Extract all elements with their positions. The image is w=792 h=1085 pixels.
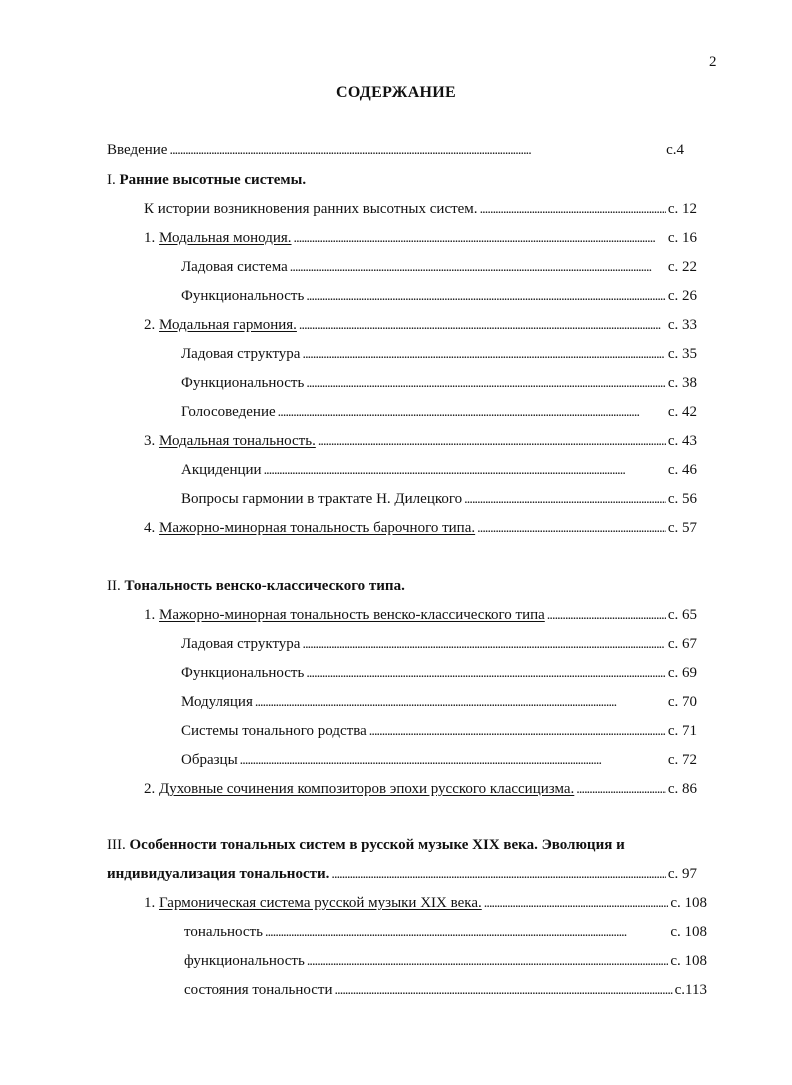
part-number: I. (107, 172, 116, 188)
toc-entry-page: с. 35 (667, 346, 697, 362)
toc-entry-page: с. 86 (667, 781, 697, 797)
toc-entry-intro (107, 140, 684, 161)
toc-entry-page: с. 56 (667, 491, 697, 507)
dot-leader (306, 373, 666, 394)
part-title: Особенности тональных систем в русской музыке XIX века. Эволюция и (129, 837, 625, 853)
toc-entry-label: Вопросы гармонии в трактате Н. Дилецкого (181, 491, 463, 507)
toc-entry-functionality-1 (181, 286, 697, 307)
toc-entry-functionality-4 (184, 951, 707, 972)
toc-entry-page: с. 38 (667, 375, 697, 391)
toc-entry-label: Функциональность (181, 665, 305, 681)
toc-entry-modal-monody (144, 228, 697, 249)
toc-entry-modal-system (181, 257, 697, 278)
toc-entry-page: с. 12 (667, 201, 697, 217)
toc-entry-page: с. 46 (667, 462, 697, 478)
toc-entry-page: с. 108 (670, 895, 707, 911)
dot-leader (576, 779, 666, 800)
section-number: 3. (144, 433, 156, 449)
toc-entry-label: К истории возникновения ранних высотных систем. (144, 201, 478, 217)
toc-entry-page: с. 43 (667, 433, 697, 449)
toc-part-heading-3-cont (107, 864, 697, 885)
dot-leader (302, 344, 665, 365)
toc-entry-page: с. 16 (667, 230, 697, 246)
toc-entry-label: Ладовая система (181, 259, 288, 275)
toc-entry-tonality (184, 922, 707, 943)
section-title: Модальная тональность. (159, 433, 316, 449)
toc-entry-page: с. 65 (667, 607, 697, 623)
dot-leader (331, 864, 665, 885)
toc-entry-russian-harmony (144, 893, 707, 914)
toc-entry-label: Системы тонального родства (181, 723, 367, 739)
page-number: 2 (709, 54, 717, 70)
dot-leader (169, 140, 664, 161)
part-number: III. (107, 837, 126, 853)
dot-leader (306, 663, 666, 684)
dot-leader (265, 922, 668, 943)
toc-entry-label: Функциональность (181, 375, 305, 391)
part-number: II. (107, 578, 121, 594)
section-title: Мажорно-минорная тональность барочного типа. (159, 520, 476, 536)
dot-leader (307, 951, 669, 972)
section-title: Модальная гармония. (159, 317, 297, 333)
dot-leader (369, 721, 666, 742)
toc-entry-page: с. 57 (667, 520, 697, 536)
toc-part-heading-1 (107, 170, 306, 190)
dot-leader (299, 315, 666, 336)
toc-entry-page: с.113 (674, 982, 707, 998)
section-number: 1. (144, 607, 156, 623)
toc-entry-modal-structure-2 (181, 634, 697, 655)
toc-entry-page: с. 33 (667, 317, 697, 333)
toc-entry-functionality-2 (181, 373, 697, 394)
toc-entry-history (144, 199, 697, 220)
toc-entry-modulation (181, 692, 697, 713)
part-title: Ранние высотные системы. (119, 172, 307, 188)
toc-entry-label: состояния тональности (184, 982, 333, 998)
toc-entry-page: с. 67 (667, 636, 697, 652)
toc-entry-accidentals (181, 460, 697, 481)
dot-leader (464, 489, 666, 510)
dot-leader (547, 605, 666, 626)
toc-entry-label: Акциденции (181, 462, 262, 478)
section-number: 2. (144, 317, 156, 333)
toc-part-heading-2 (107, 576, 405, 596)
dot-leader (477, 518, 666, 539)
toc-entry-page: с. 69 (667, 665, 697, 681)
section-title: Модальная монодия. (159, 230, 292, 246)
dot-leader (264, 460, 666, 481)
section-title: Духовные сочинения композиторов эпохи русского классицизма. (159, 781, 575, 797)
toc-entry-page: с. 108 (670, 924, 707, 940)
toc-entry-tonal-kinship (181, 721, 697, 742)
toc-part-heading-3 (107, 835, 625, 855)
toc-entry-modal-tonality (144, 431, 697, 452)
dot-leader (306, 286, 666, 307)
dot-leader (480, 199, 666, 220)
toc-entry-baroque-tonality (144, 518, 697, 539)
toc-entry-page: с. 97 (667, 866, 697, 882)
dot-leader (302, 634, 665, 655)
toc-entry-label: Модуляция (181, 694, 253, 710)
dot-leader (240, 750, 666, 771)
toc-entry-tonality-states (184, 980, 707, 1001)
toc-entry-label: Образцы (181, 752, 238, 768)
toc-entry-page: с.4 (666, 142, 684, 158)
toc-entry-page: с. 72 (667, 752, 697, 768)
section-title: Мажорно-минорная тональность венско-классического типа (159, 607, 545, 623)
dot-leader (335, 980, 673, 1001)
page-title: СОДЕРЖАНИЕ (335, 84, 457, 101)
dot-leader (318, 431, 666, 452)
toc-entry-page: с. 108 (670, 953, 707, 969)
toc-entry-label: Ладовая структура (181, 636, 301, 652)
toc-entry-page: с. 71 (667, 723, 697, 739)
toc-entry-label: Введение (107, 142, 168, 158)
dot-leader (255, 692, 666, 713)
dot-leader (484, 893, 669, 914)
toc-entry-page: с. 26 (667, 288, 697, 304)
toc-entry-voice-leading (181, 402, 697, 423)
toc-entry-label: Голосоведение (181, 404, 276, 420)
section-number: 1. (144, 895, 156, 911)
part-title-continued: индивидуализация тональности. (107, 866, 330, 882)
section-number: 1. (144, 230, 156, 246)
toc-entry-diletsky (181, 489, 697, 510)
toc-entry-examples (181, 750, 697, 771)
toc-entry-label: Функциональность (181, 288, 305, 304)
toc-entry-modal-harmony (144, 315, 697, 336)
toc-entry-label: тональность (184, 924, 263, 940)
toc-entry-page: с. 22 (667, 259, 697, 275)
dot-leader (290, 257, 666, 278)
section-number: 4. (144, 520, 156, 536)
dot-leader (294, 228, 666, 249)
toc-entry-page: с. 70 (667, 694, 697, 710)
toc-entry-sacred-works (144, 779, 697, 800)
toc-entry-label: Ладовая структура (181, 346, 301, 362)
toc-entry-page: с. 42 (667, 404, 697, 420)
part-title: Тональность венско-классического типа. (124, 578, 405, 594)
toc-entry-modal-structure-1 (181, 344, 697, 365)
toc-entry-functionality-3 (181, 663, 697, 684)
dot-leader (278, 402, 666, 423)
section-number: 2. (144, 781, 156, 797)
toc-entry-label: функциональность (184, 953, 305, 969)
toc-entry-viennese-tonality (144, 605, 697, 626)
section-title: Гармоническая система русской музыки XIX века. (159, 895, 482, 911)
